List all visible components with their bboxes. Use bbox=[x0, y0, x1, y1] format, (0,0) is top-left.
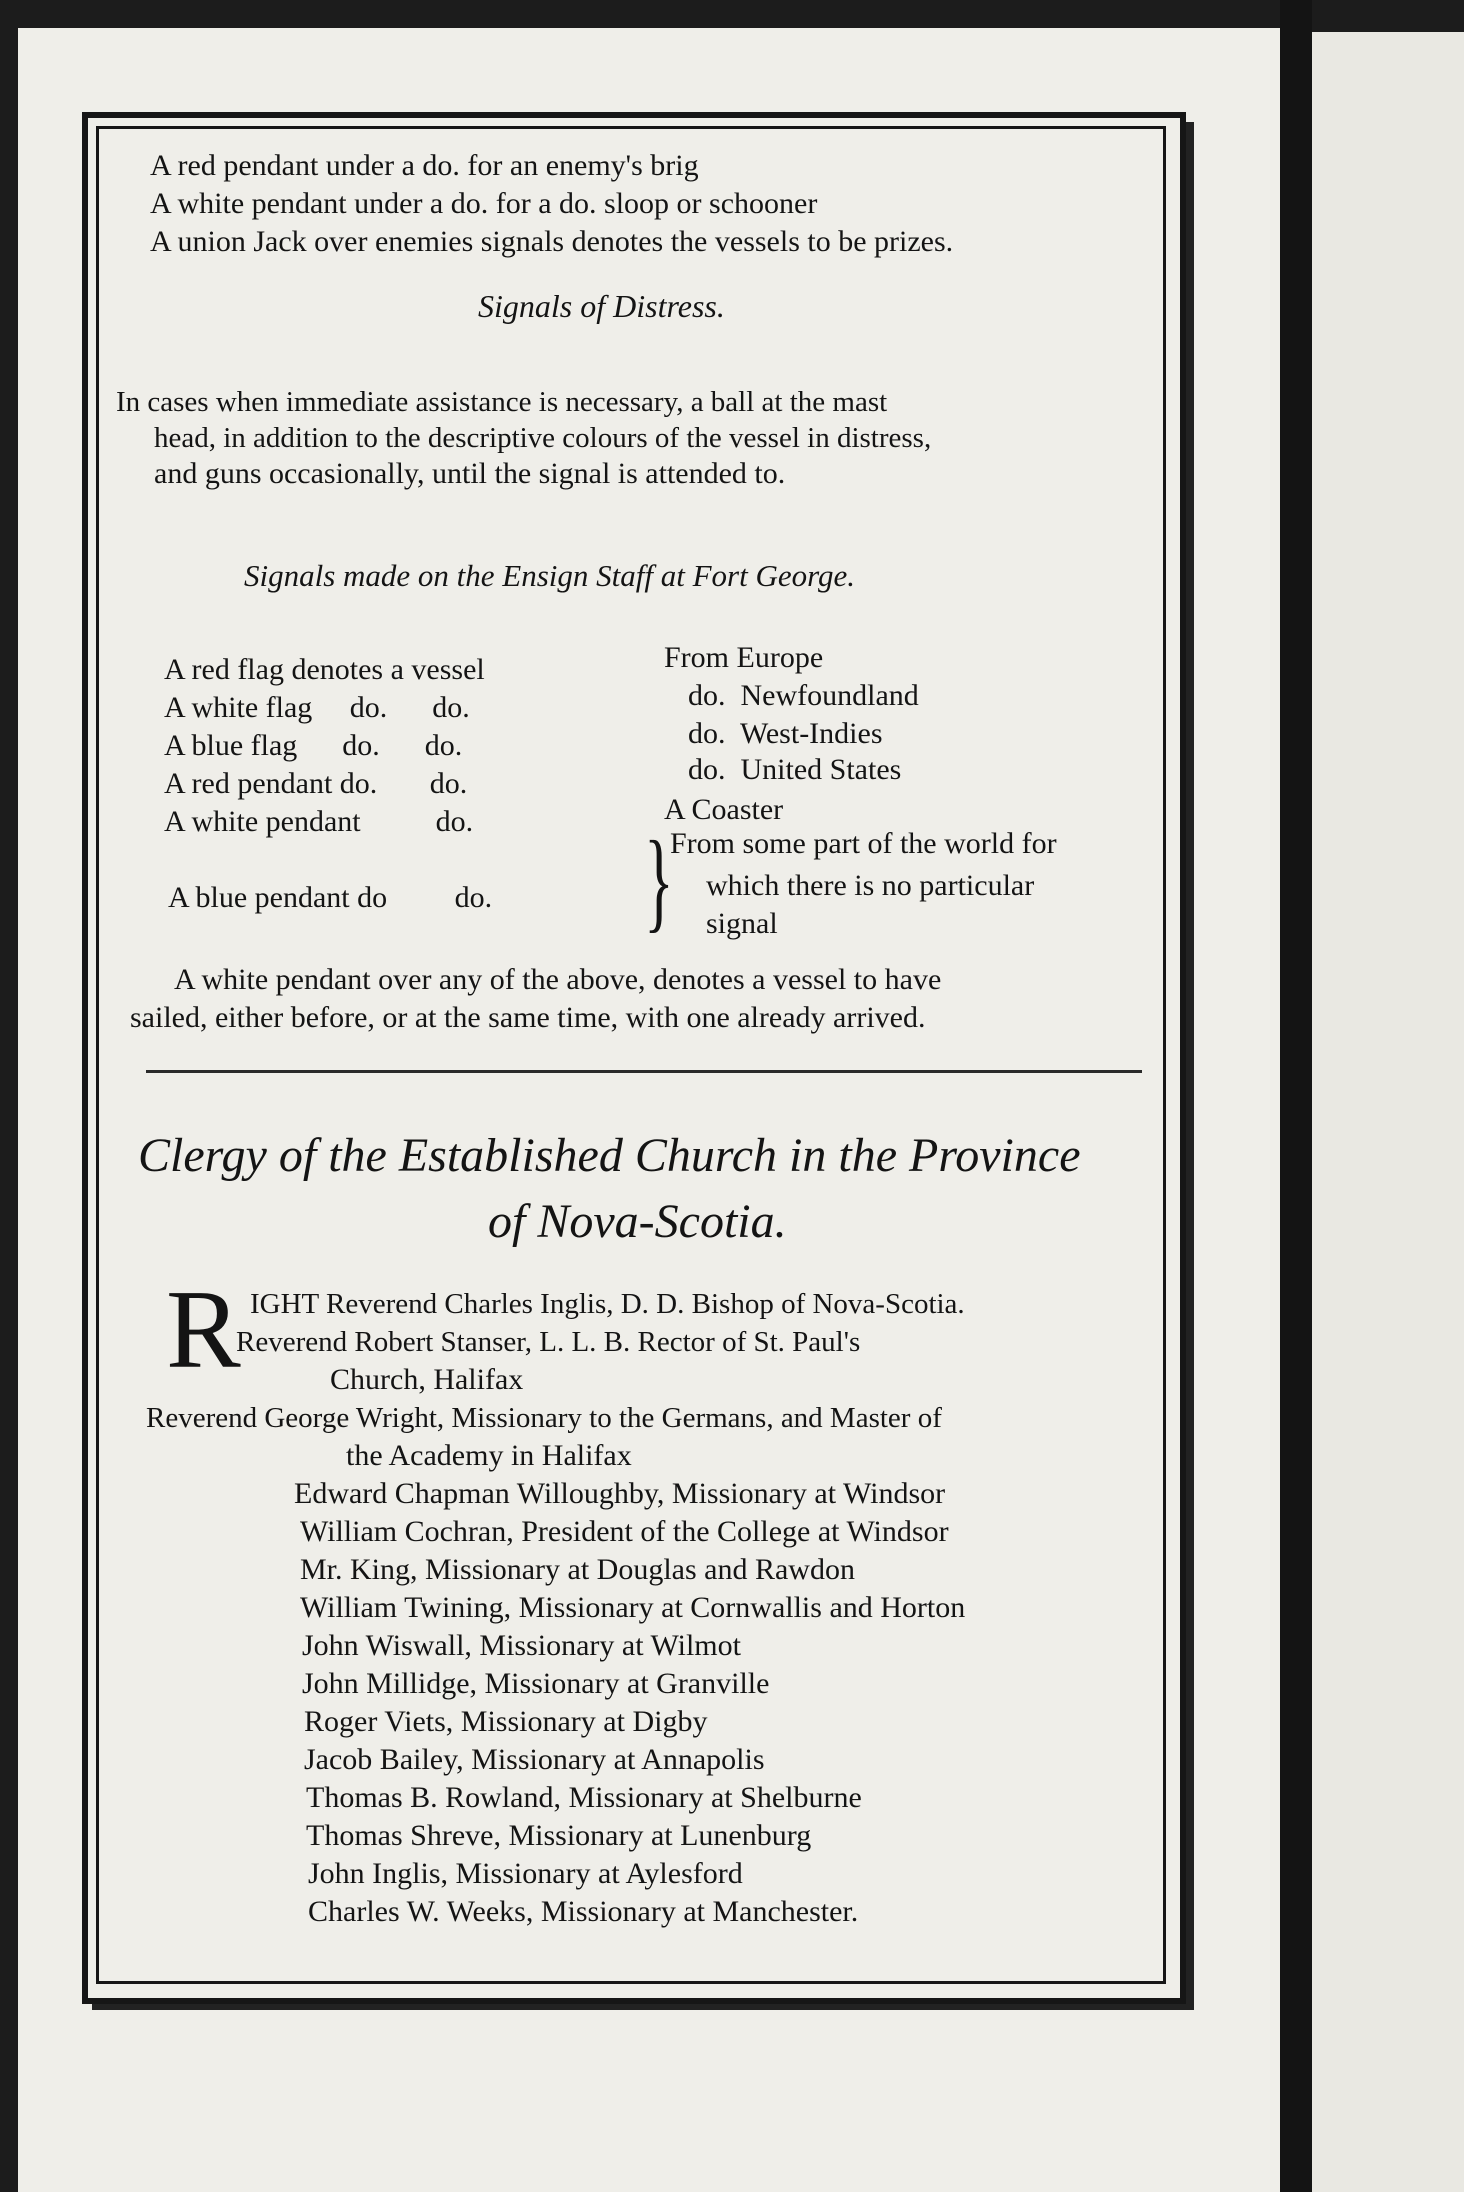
drop-cap-letter: R bbox=[166, 1268, 241, 1392]
top-line-2: A white pendant under a do. for a do. sloop or schooner bbox=[150, 187, 818, 220]
clergy-entry: John Inglis, Missionary at Aylesford bbox=[308, 1857, 743, 1890]
ensign-row-3-left: A blue flag do. do. bbox=[164, 729, 463, 762]
clergy-entry: John Millidge, Missionary at Granville bbox=[302, 1667, 770, 1700]
ensign-note-2: sailed, either before, or at the same time, with one already arrived. bbox=[130, 1001, 926, 1034]
clergy-first-line-4: Reverend George Wright, Missionary to the Germans, and Master of bbox=[146, 1402, 942, 1434]
clergy-heading-line-2: of Nova-Scotia. bbox=[488, 1195, 787, 1248]
clergy-first-line-2: Reverend Robert Stanser, L. L. B. Rector of St. Paul's bbox=[236, 1326, 861, 1358]
distress-heading: Signals of Distress. bbox=[478, 288, 725, 324]
clergy-entry: William Cochran, President of the College at Windsor bbox=[300, 1515, 949, 1548]
ensign-row-3-right: do. West-Indies bbox=[688, 717, 883, 750]
ensign-row-1-right: From Europe bbox=[664, 641, 824, 674]
ensign-row-5-right: A Coaster bbox=[664, 793, 784, 826]
clergy-entry: Jacob Bailey, Missionary at Annapolis bbox=[304, 1743, 765, 1776]
ensign-row-5-left: A white pendant do. bbox=[164, 805, 474, 838]
ensign-row-4-right: do. United States bbox=[688, 753, 902, 786]
clergy-entry: William Twining, Missionary at Cornwallis and Horton bbox=[300, 1591, 966, 1624]
ensign-row-1-left: A red flag denotes a vessel bbox=[164, 653, 485, 686]
distress-line-2: head, in addition to the descriptive colours of the vessel in distress, bbox=[154, 422, 932, 454]
ensign-blue-right-1: From some part of the world for bbox=[670, 827, 1057, 860]
top-line-1: A red pendant under a do. for an enemy's brig bbox=[150, 149, 699, 182]
clergy-entry: Charles W. Weeks, Missionary at Manchester. bbox=[308, 1895, 859, 1928]
ensign-row-2-right: do. Newfoundland bbox=[688, 679, 919, 712]
clergy-first-line-1: IGHT Reverend Charles Inglis, D. D. Bishop of Nova-Scotia. bbox=[250, 1288, 965, 1320]
book-gutter bbox=[1280, 0, 1312, 2192]
ensign-blue-right-3: signal bbox=[706, 907, 778, 940]
ensign-blue-left: A blue pendant do do. bbox=[168, 881, 493, 914]
clergy-entry: Thomas B. Rowland, Missionary at Shelburne bbox=[306, 1781, 862, 1814]
clergy-first-line-3: Church, Halifax bbox=[330, 1363, 524, 1396]
clergy-entry: John Wiswall, Missionary at Wilmot bbox=[302, 1629, 741, 1662]
brace-symbol: } bbox=[644, 819, 674, 943]
ensign-note-1: A white pendant over any of the above, denotes a vessel to have bbox=[174, 963, 942, 996]
clergy-first-line-5: the Academy in Halifax bbox=[346, 1439, 632, 1472]
ensign-row-2-left: A white flag do. do. bbox=[164, 691, 470, 724]
ensign-heading: Signals made on the Ensign Staff at Fort George. bbox=[244, 558, 856, 593]
facing-page-edge bbox=[1312, 32, 1464, 2192]
ensign-row-4-left: A red pendant do. do. bbox=[164, 767, 468, 800]
clergy-entry: Mr. King, Missionary at Douglas and Rawdon bbox=[300, 1553, 855, 1586]
ensign-blue-right-2: which there is no particular bbox=[706, 869, 1035, 902]
distress-line-3: and guns occasionally, until the signal is attended to. bbox=[154, 457, 786, 490]
distress-line-1: In cases when immediate assistance is necessary, a ball at the mast bbox=[116, 386, 888, 418]
clergy-entry: Roger Viets, Missionary at Digby bbox=[304, 1705, 708, 1738]
clergy-entry: Thomas Shreve, Missionary at Lunenburg bbox=[306, 1819, 812, 1852]
top-line-3: A union Jack over enemies signals denotes the vessels to be prizes. bbox=[150, 225, 954, 258]
section-divider bbox=[146, 1070, 1142, 1073]
clergy-entry: Edward Chapman Willoughby, Missionary at Windsor bbox=[294, 1477, 946, 1510]
clergy-heading-line-1: Clergy of the Established Church in the Province bbox=[138, 1129, 1081, 1182]
